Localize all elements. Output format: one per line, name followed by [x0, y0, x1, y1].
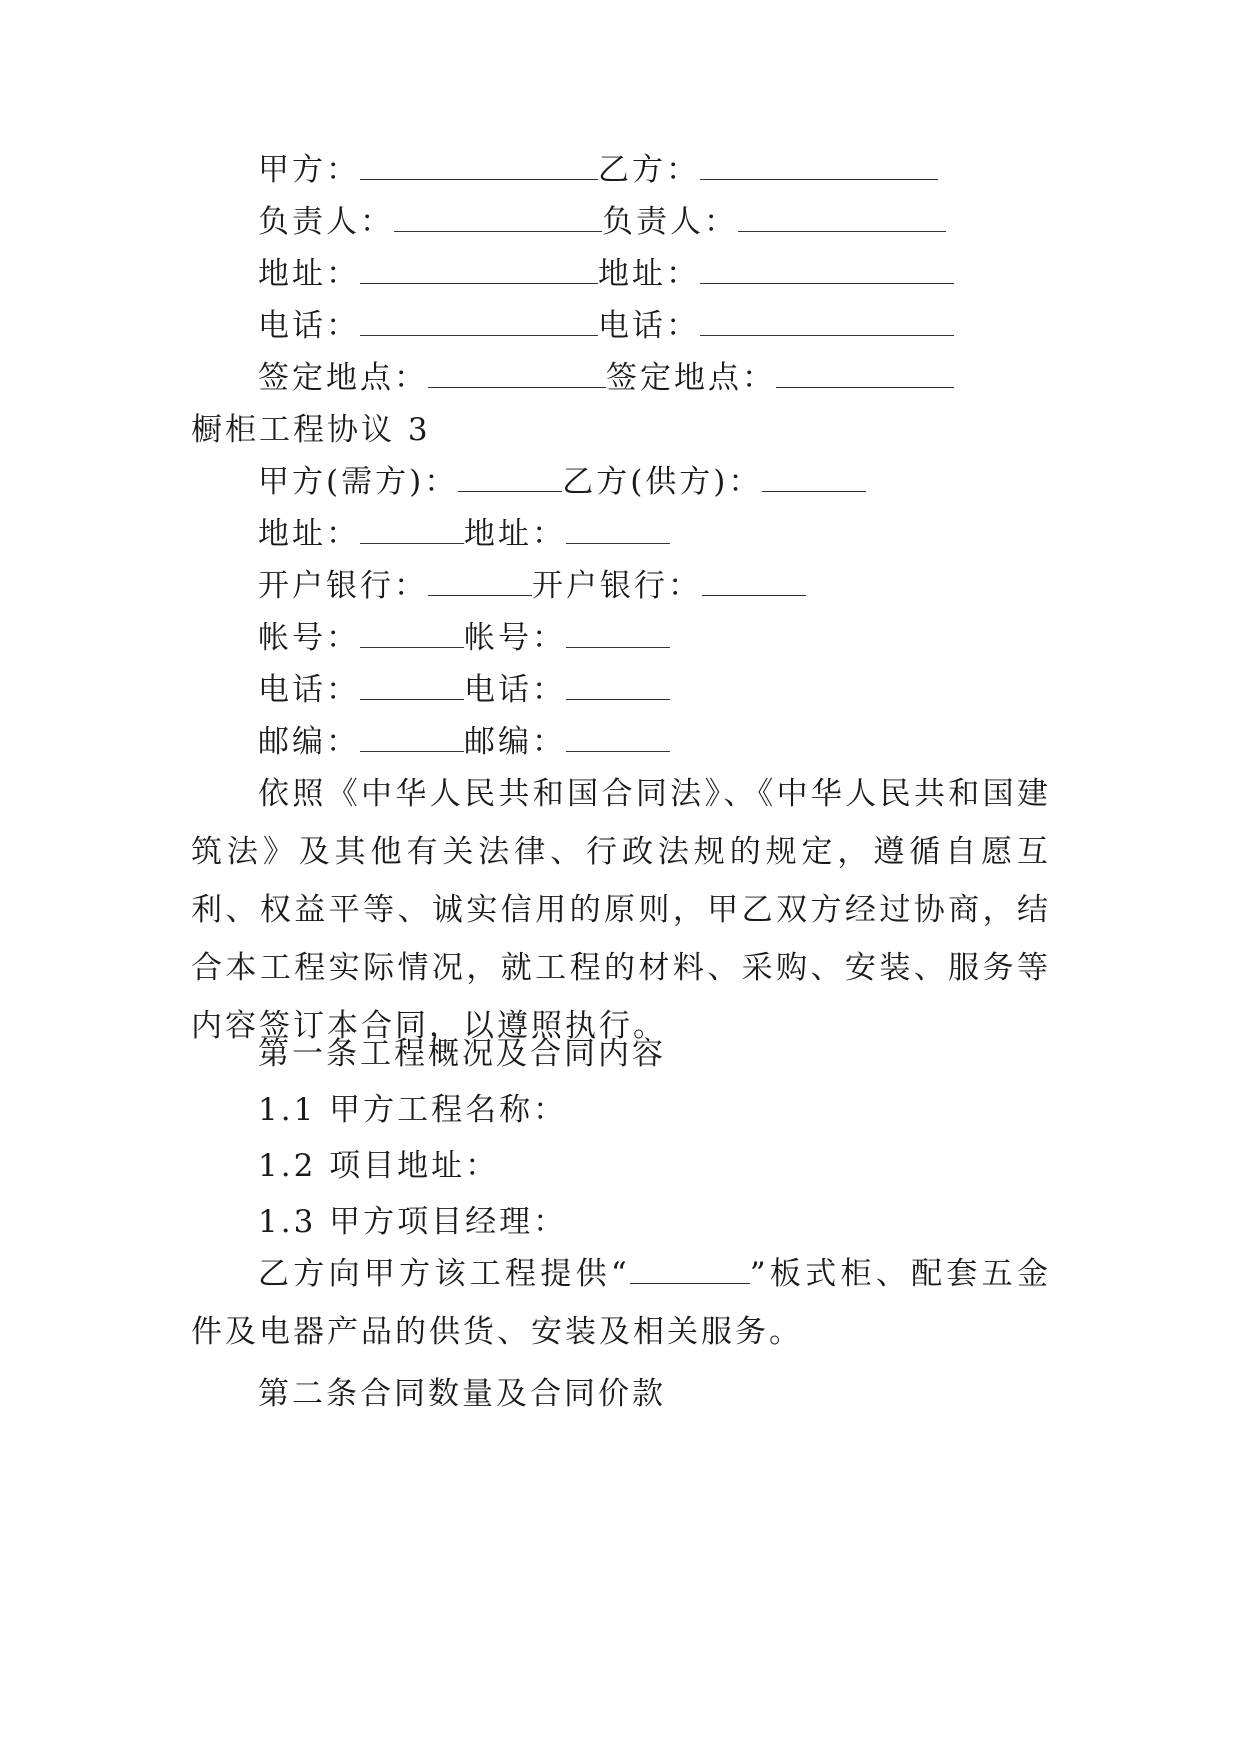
party-a-phone-blank-2: [360, 671, 464, 700]
party-a-zip-blank: [360, 723, 464, 752]
party-a-address-label: 地址：: [258, 256, 360, 292]
party-b-phone-blank: [700, 307, 954, 336]
party-b-supply-label: 乙方(供方)：: [562, 464, 763, 500]
party-b-account-blank: [566, 619, 670, 648]
party-a-account-blank: [360, 619, 464, 648]
account-row: [258, 618, 670, 658]
party-a-label: 甲方：: [258, 152, 360, 188]
party-a-address-label-2: 地址：: [258, 516, 360, 552]
party-b-address-label: 地址：: [598, 256, 700, 292]
party-a-bank-label: 开户银行：: [258, 568, 428, 604]
party-b-bank-label: 开户银行：: [532, 568, 702, 604]
party-a-phone-label: 电话：: [258, 308, 360, 344]
article-2-title: 第二条合同数量及合同价款: [258, 1376, 666, 1412]
item-1-1: 1.1 甲方工程名称：: [258, 1092, 568, 1128]
party-b-address-blank: [700, 255, 954, 284]
party-b-phone-label: 电话：: [598, 308, 700, 344]
phone-row-2: [258, 670, 670, 710]
party-b-address-blank-2: [566, 515, 670, 544]
party-b-blank: [700, 151, 938, 180]
party-a-bank-blank: [428, 567, 532, 596]
party-a-rep-label: 负责人：: [258, 204, 394, 240]
party-a-phone-blank: [360, 307, 598, 336]
party-a-address-blank: [360, 255, 598, 284]
representative-row: [258, 202, 946, 242]
party-b-place-blank: [776, 359, 954, 388]
party-b-rep-blank: [738, 203, 946, 232]
signing-place-row: [258, 358, 954, 398]
phone-row-1: [258, 306, 954, 346]
supply-paragraph: [191, 1245, 1051, 1361]
item-1-2: 1.2 项目地址：: [258, 1148, 500, 1184]
party-b-rep-label: 负责人：: [602, 204, 738, 240]
address-row-2: [258, 514, 670, 554]
party-a-account-label: 帐号：: [258, 620, 360, 656]
party-b-bank-blank: [702, 567, 806, 596]
party-a-address-blank-2: [360, 515, 464, 544]
party-a-phone-label-2: 电话：: [258, 672, 360, 708]
party-a-place-blank: [428, 359, 606, 388]
preamble-paragraph: 依照《中华人民共和国合同法》、《中华人民共和国建筑法》及其他有关法律、行政法规的规定，遵循自愿互利、权益平等、诚实信用的原则，甲乙双方经过协商，结合本工程实际情况，就工程的材料、采购、安装、服务等内容签订本合同，以遵照执行。: [191, 776, 1051, 1044]
party-b-supply-blank: [762, 463, 866, 492]
party-b-account-label: 帐号：: [464, 620, 566, 656]
party-b-label: 乙方：: [598, 152, 700, 188]
supply-text-after: ”板式柜、配套五金件及电器产品的供货、安装及相关服务。: [191, 1256, 1051, 1350]
address-row-1: [258, 254, 954, 294]
brand-blank: [630, 1255, 750, 1284]
party-a-zip-label: 邮编：: [258, 724, 360, 760]
party-a-place-label: 签定地点：: [258, 360, 428, 396]
party-b-zip-label: 邮编：: [464, 724, 566, 760]
zip-row: [258, 722, 670, 762]
party-a-demand-label: 甲方(需方)：: [258, 464, 459, 500]
party-b-zip-blank: [566, 723, 670, 752]
party-b-address-label-2: 地址：: [464, 516, 566, 552]
bank-row: [258, 566, 806, 606]
party-b-phone-blank-2: [566, 671, 670, 700]
section-title: 橱柜工程协议 3: [191, 412, 431, 448]
party-a-rep-blank: [394, 203, 602, 232]
party-b-place-label: 签定地点：: [606, 360, 776, 396]
party-a-blank: [360, 151, 598, 180]
party-a-demand-blank: [458, 463, 562, 492]
party-b-phone-label-2: 电话：: [464, 672, 566, 708]
party-a-row: [258, 150, 938, 190]
article-1-title: 第一条工程概况及合同内容: [258, 1036, 666, 1072]
item-1-3: 1.3 甲方项目经理：: [258, 1204, 568, 1240]
supply-text-before: 乙方向甲方该工程提供“: [258, 1256, 630, 1292]
party-a-demand-row: [258, 462, 866, 502]
